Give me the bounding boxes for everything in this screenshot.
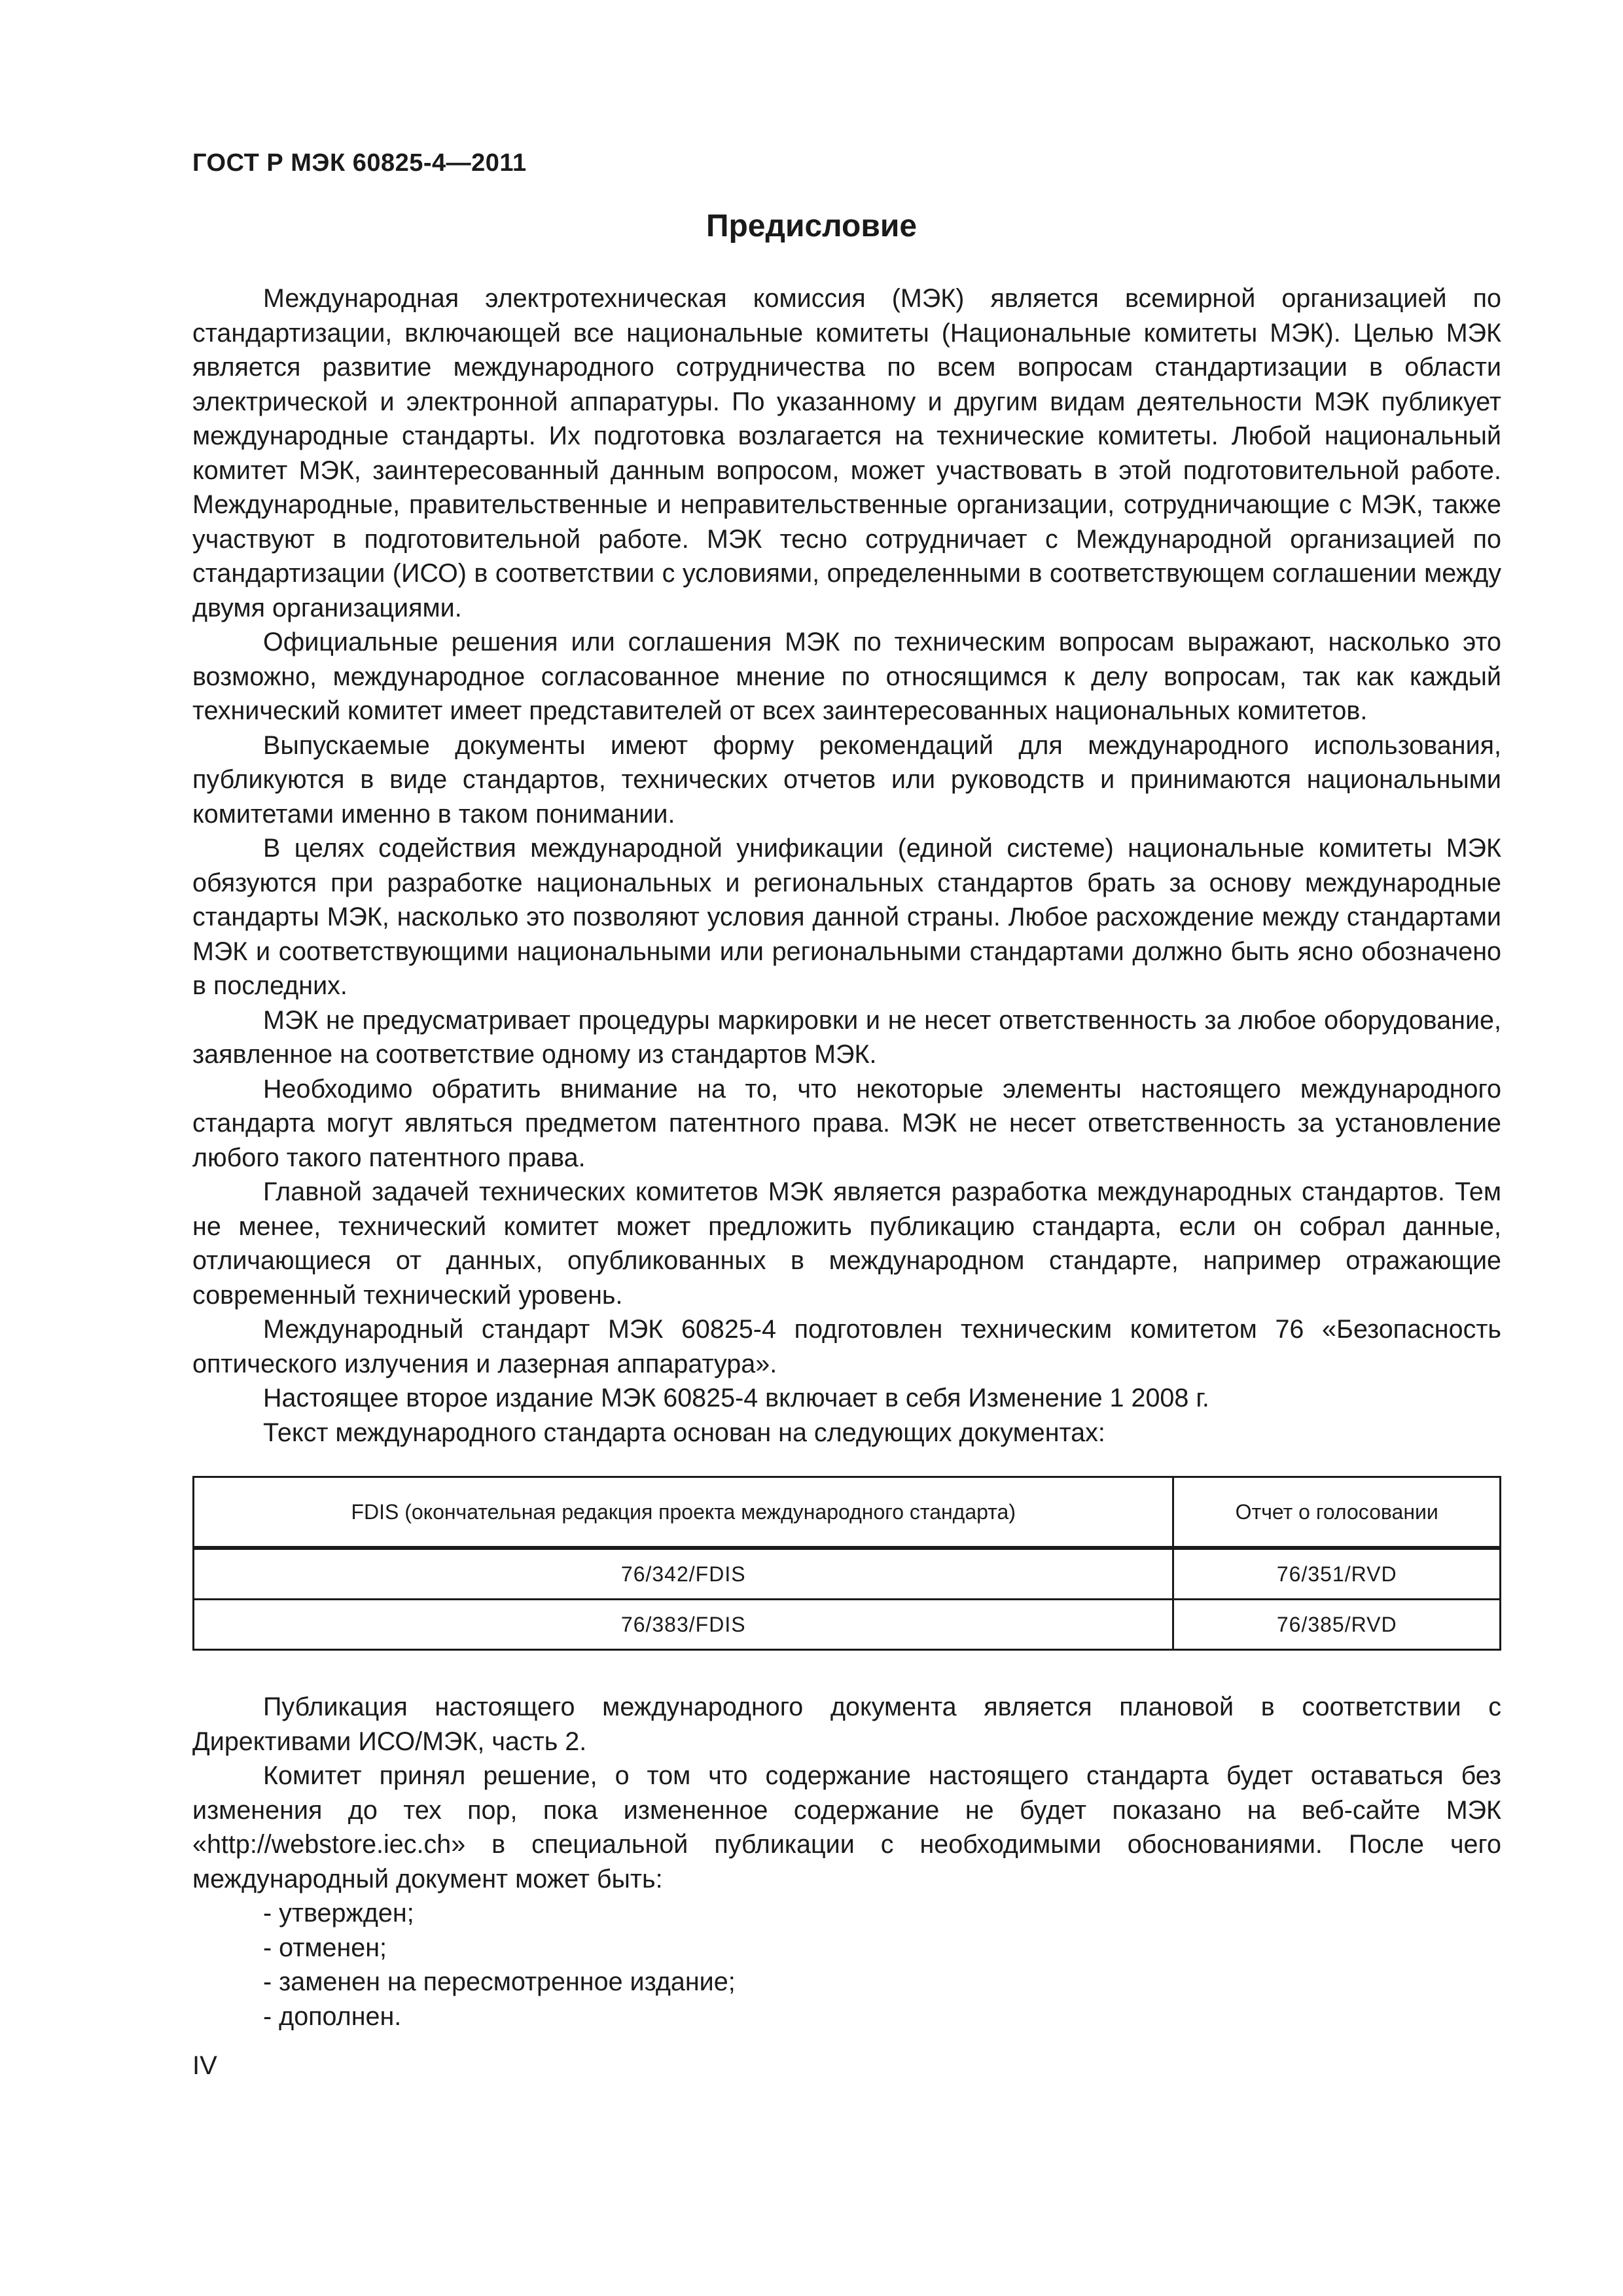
paragraph: Главной задачей технических комитетов МЭК является разработка международных стандартов. Тем не менее, технический комитет может предложить публикацию стандарта, если он собрал данные, отличающиеся от данных, опубликованных в международном стандарте, например отражающие современный технический уровень.	[192, 1177, 1501, 1310]
documents-table-wrapper	[192, 1476, 1501, 1651]
page-number: IV	[192, 2051, 217, 2080]
documents-table	[192, 1476, 1501, 1651]
list-item: - отменен;	[263, 1931, 1501, 1965]
options-list	[192, 1896, 1501, 2034]
paragraph: Официальные решения или соглашения МЭК по техническим вопросам выражают, насколько это возможно, международное согласованное мнение по относящимся к делу вопросам, так как каждый технический комитет имеет представителей от всех заинтересованных национальных комитетов.	[192, 628, 1501, 725]
table-cell: 76/385/RVD	[1173, 1600, 1501, 1650]
page-title: Предисловие	[705, 209, 918, 243]
list-item: - дополнен.	[263, 2000, 1501, 2034]
paragraph: Международная электротехническая комиссия (МЭК) является всемирной организацией по стандартизации, включающей все национальные комитеты (Национальные комитеты МЭК). Целью МЭК является развитие международного сотрудничества по всем вопросам стандартизации в области электрической и электронной аппаратуры. По указанному и другим видам деятельности МЭК публикует международные стандарты. Их подготовка возлагается на технические комитеты. Любой национальный комитет МЭК, заинтересованный данным вопросом, может участвовать в этой подготовительной работе. Международные, правительственные и неправительственные организации, сотрудничающие с МЭК, также участвуют в подготовительной работе. МЭК тесно сотрудничает с Международной организацией по стандартизации (ИСО) в соответствии с условиями, определенными в соответствующем соглашении между двумя организациями.	[192, 284, 1501, 622]
paragraph: Комитет принял решение, о том что содержание настоящего стандарта будет оставаться без изменения до тех пор, пока измененное содержание не будет показано на веб-сайте МЭК «http://webstore.iec.ch» в специальной публикации с необходимыми обоснованиями. После чего международный документ может быть:	[192, 1761, 1501, 1893]
paragraph: МЭК не предусматривает процедуры маркировки и не несет ответственность за любое оборудование, заявленное на соответствие одному из стандартов МЭК.	[192, 1005, 1501, 1069]
table-row	[194, 1548, 1501, 1600]
paragraph: Настоящее второе издание МЭК 60825-4 включает в себя Изменение 1 2008 г.	[263, 1384, 1209, 1412]
paragraph: Международный стандарт МЭК 60825-4 подготовлен техническим комитетом 76 «Безопасность оптического излучения и лазерная аппаратура».	[192, 1315, 1501, 1378]
table-header-cell: FDIS (окончательная редакция проекта международного стандарта)	[194, 1477, 1173, 1549]
paragraph: Необходимо обратить внимание на то, что некоторые элементы настоящего международного стандарта могут являться предметом патентного права. МЭК не несет ответственность за установление любого такого патентного права.	[192, 1074, 1501, 1172]
paragraph: В целях содействия международной унификации (единой системе) национальные комитеты МЭК обязуются при разработке национальных и региональных стандартов брать за основу международные стандарты МЭК, насколько это позволяют условия данной страны. Любое расхождение между стандартами МЭК и соответствующими национальными или региональными стандартами должно быть ясно обозначено в последних.	[192, 834, 1501, 1000]
table-header-row	[194, 1477, 1501, 1549]
table-cell: 76/351/RVD	[1173, 1548, 1501, 1600]
document-header: ГОСТ Р МЭК 60825-4—2011	[192, 149, 527, 177]
table-header-cell: Отчет о голосовании	[1173, 1477, 1501, 1549]
document-body	[192, 281, 1501, 2034]
list-item: - утвержден;	[263, 1896, 1501, 1931]
post-table-section	[192, 1690, 1501, 2034]
list-item: - заменен на пересмотренное издание;	[263, 1965, 1501, 2000]
paragraph: Выпускаемые документы имеют форму рекомендаций для международного использования, публикуются в виде стандартов, технических отчетов или руководств и принимаются национальными комитетами именно в таком понимании.	[192, 730, 1501, 829]
table-cell: 76/383/FDIS	[194, 1600, 1173, 1650]
table-row	[194, 1600, 1501, 1650]
paragraph: Публикация настоящего международного документа является плановой в соответствии с Директивами ИСО/МЭК, часть 2.	[192, 1693, 1501, 1756]
table-cell: 76/342/FDIS	[194, 1548, 1173, 1600]
paragraph: Текст международного стандарта основан на следующих документах:	[263, 1418, 1105, 1447]
